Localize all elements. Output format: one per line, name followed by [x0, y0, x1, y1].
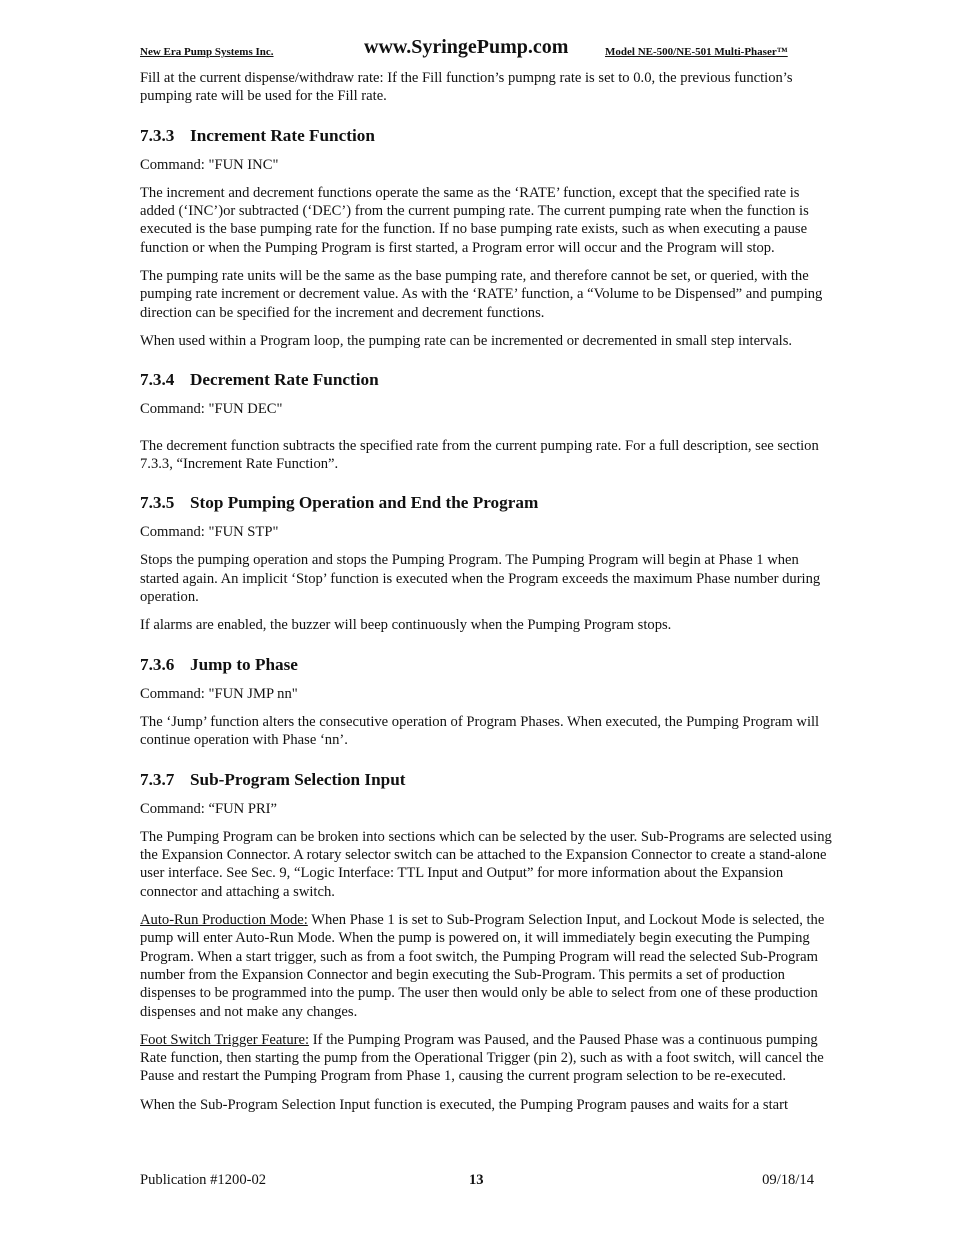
footer-page-number: 13	[469, 1172, 484, 1188]
section-title: Stop Pumping Operation and End the Program	[190, 493, 539, 513]
section-number: 7.3.6	[140, 654, 175, 674]
paragraph: The Pumping Program can be broken into sections which can be selected by the user. Sub-Programs are selected using the Expansion Connector. A rotary selector switch can be attached to the Expansion Connector to create a stand-alone user interface. See Sec. 9, “Logic Interface: TTL Input and Output” for more information about the Expansion connector and attaching a switch.	[140, 828, 832, 900]
section-heading-7-3-3	[140, 126, 834, 146]
paragraph	[140, 911, 834, 1021]
paragraph: When the Sub-Program Selection Input function is executed, the Pumping Program pauses and waits for a start	[140, 1096, 789, 1113]
section-heading-7-3-5	[140, 493, 834, 513]
footer-date: 09/18/14	[762, 1172, 814, 1188]
section-title: Jump to Phase	[190, 654, 298, 674]
intro-paragraph: Fill at the current dispense/withdraw rate: If the Fill function’s pumpng rate is set to 0.0, the previous function’s pumping rate will be used for the Fill rate.	[140, 70, 793, 105]
page-content	[140, 69, 834, 1124]
paragraph: The increment and decrement functions operate the same as the ‘RATE’ function, except that the specified rate is added (‘INC’)or subtracted (‘DEC’) from the current pumping rate. The current pumping rate when the function is executed is the base pumping rate for the function. If no base pumping rate exists, such as when executing a pause function or when the Pumping Program is first started, a Program error will occur and the Program will stop.	[140, 184, 809, 256]
paragraph-lead: Foot Switch Trigger Feature:	[140, 1031, 310, 1048]
section-title: Sub-Program Selection Input	[190, 769, 406, 789]
paragraph: If alarms are enabled, the buzzer will beep continuously when the Pumping Program stops.	[140, 617, 672, 634]
section-number: 7.3.5	[140, 493, 175, 513]
section-number: 7.3.3	[140, 125, 175, 145]
paragraph: The pumping rate units will be the same as the base pumping rate, and therefore cannot be set, or queried, with the pumping rate increment or decrement value. As with the ‘RATE’ function, a “Volume to be Dispensed” and pumping direction can be specified for the increment and decrement functions.	[140, 268, 823, 321]
section-heading-7-3-4	[140, 370, 834, 390]
section-number: 7.3.7	[140, 769, 175, 789]
paragraph: When used within a Program loop, the pumping rate can be incremented or decremented in small step intervals.	[140, 332, 793, 349]
page-header	[140, 36, 820, 62]
paragraph: Stops the pumping operation and stops the Pumping Program. The Pumping Program will begin at Phase 1 when started again. An implicit ‘Stop’ function is executed when the Program exceeds the maximum Phase number during operation.	[140, 552, 821, 606]
header-company: New Era Pump Systems Inc.	[140, 46, 274, 58]
command-line: Command: "FUN STP"	[140, 524, 279, 541]
paragraph	[140, 1031, 834, 1086]
section-title: Decrement Rate Function	[190, 370, 379, 390]
section-heading-7-3-7	[140, 770, 834, 790]
command-line: Command: "FUN JMP nn"	[140, 685, 298, 702]
paragraph-body: If the Pumping Program was Paused, and the Paused Phase was a continuous pumping Rate function, then starting the pump from the Operational Trigger (pin 2), such as with a foot switch, will cancel the Pause and restart the Pumping Program from Phase 1, causing the current program selection to be re-executed.	[140, 1031, 824, 1085]
paragraph: The decrement function subtracts the specified rate from the current pumping rate. For a full description, see section 7.3.3, “Increment Rate Function”.	[140, 437, 819, 472]
section-heading-7-3-6	[140, 655, 834, 675]
section-title: Increment Rate Function	[190, 125, 375, 145]
paragraph-body: When Phase 1 is set to Sub-Program Selection Input, and Lockout Mode is selected, the pump will enter Auto-Run Mode. When the pump is powered on, it will immediately begin executing the Pumping Program. When a start trigger, such as from a foot switch, the Pumping Program will read the selected Sub-Program number from the Expansion Connector and begin executing the Sub-Program. This permits a set of production dispenses to be programmed into the pump. The user then would only be able to select from one of these production dispenses and not make any changes.	[140, 912, 825, 1020]
paragraph: The ‘Jump’ function alters the consecutive operation of Program Phases. When executed, the Pumping Program will continue operation with Phase ‘nn’.	[140, 713, 820, 749]
section-number: 7.3.4	[140, 370, 175, 390]
document-page	[140, 0, 834, 1235]
paragraph-lead: Auto-Run Production Mode:	[140, 912, 308, 929]
header-website: www.SyringePump.com	[364, 36, 569, 58]
header-model: Model NE-500/NE-501 Multi-Phaser™	[605, 46, 788, 58]
command-line: Command: “FUN PRI”	[140, 800, 278, 817]
command-line: Command: "FUN DEC"	[140, 401, 283, 418]
page-footer	[140, 1172, 814, 1190]
footer-publication: Publication #1200-02	[140, 1172, 267, 1188]
command-line: Command: "FUN INC"	[140, 156, 279, 173]
